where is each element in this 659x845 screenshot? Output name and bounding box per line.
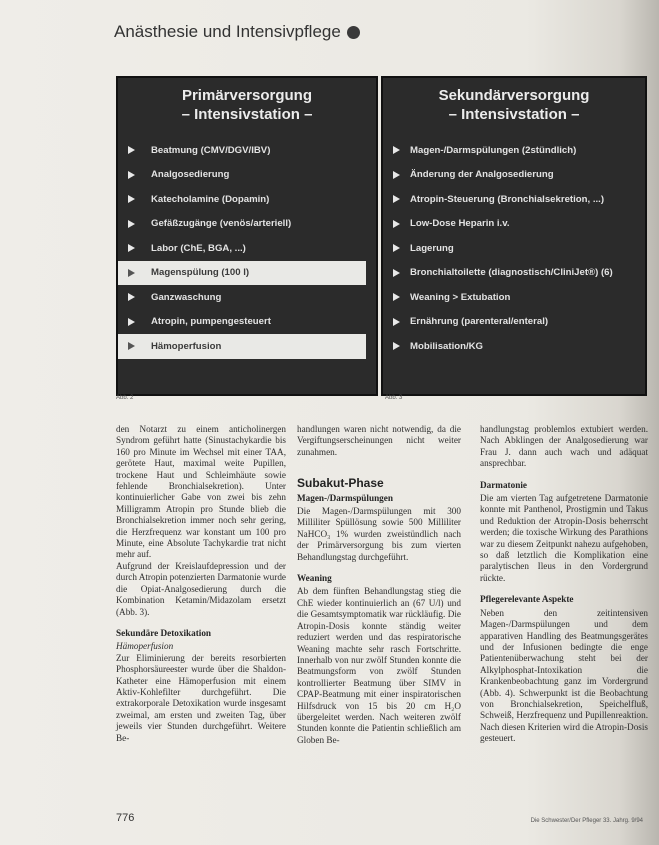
triangle-bullet-icon <box>393 244 400 252</box>
figure-title <box>118 78 376 138</box>
journal-footer: Die Schwester/Der Pfleger 33. Jahrg. 9/94 <box>530 818 643 824</box>
figure-list <box>383 138 645 359</box>
list-item: Lagerung <box>383 236 635 261</box>
list-item: Mobilisation/KG <box>383 334 635 359</box>
section-heading: Subakut-Phase <box>297 476 384 491</box>
figure-title-line2: – Intensivstation – <box>448 106 580 123</box>
text-column-2 <box>297 424 461 746</box>
triangle-bullet-icon <box>393 195 400 203</box>
triangle-bullet-icon <box>393 342 400 350</box>
figure-list <box>118 138 376 359</box>
subheading: Magen-/Darmspülungen <box>297 492 393 503</box>
paragraph: Aufgrund der Kreislaufdepression und der durch Atropin potenzierten Darmatonie wurde die Opiat-Analgosedierung durch die Kombination Ketamin/Midazolam ersetzt (Abb. 3). <box>116 560 286 617</box>
paragraph: den Notarzt zu einem anticholinergen Syndrom geführt hatte (Sinustachykardie bis 160 pro Minute im Wechsel mit einer TAA, gerötete Haut, maximal weite Pupillen, trockene Haut und Schleimhäute sowie fehlende Bronchialsekretion). Unter kontinuierlicher Gabe von zwei bis zehn Milligramm Atropin pro Stunde blieb die Bronchialsekretion immer noch sehr gering, die Herzfrequenz war konstant um 100 pro Minute, eine Absolute Tachykardie trat nicht mehr auf. <box>116 424 286 560</box>
triangle-bullet-icon <box>393 318 400 326</box>
list-item: Low-Dose Heparin i.v. <box>383 212 635 237</box>
list-item: Analgosedierung <box>118 163 366 188</box>
list-item: Magen-/Darmspülungen (2stündlich) <box>383 138 635 163</box>
bullet-dot-icon <box>347 26 360 39</box>
figure-caption: Abb. 2 <box>116 395 134 401</box>
list-item: Bronchialtoilette (diagnostisch/CliniJet®) (6) <box>383 261 635 286</box>
italic-subheading: Hämoperfusion <box>116 641 174 652</box>
figure-secondary-care <box>381 76 647 396</box>
list-item: Änderung der Analgosedierung <box>383 163 635 188</box>
list-item: Atropin-Steuerung (Bronchialsekretion, ...) <box>383 187 635 212</box>
list-item: Atropin, pumpengesteuert <box>118 310 366 335</box>
running-header <box>114 22 360 42</box>
paragraph: Zur Eliminierung der bereits resorbierten Phosphorsäureester wurde über die Shaldon-Katheter eine Hämoperfusion mit einem Aktiv-Kohlefilter durchgeführt. Die extrakorporale Detoxikation wurde insgesamt zweimal, am ersten und zweiten Tag, über jeweils vier Stunden durchgeführt. Weitere Be- <box>116 652 286 743</box>
triangle-bullet-icon <box>128 244 135 252</box>
triangle-bullet-icon <box>128 171 135 179</box>
figure-title-line2: – Intensivstation – <box>181 106 313 123</box>
figure-title <box>383 78 645 138</box>
figure-caption: Abb. 3 <box>385 395 403 401</box>
triangle-bullet-icon <box>128 195 135 203</box>
subheading: Darmatonie <box>480 479 527 490</box>
text-column-1 <box>116 424 286 744</box>
paragraph: Die am vierten Tag aufgetretene Darmatonie konnte mit Panthenol, Prostigmin und Takus und Reduktion der Atropin-Dosis beherrscht werden; die toxische Wirkung des Parathions war zu diesem Zeitpunkt nahezu aufgehoben, so daß letztlich die Komplikation eine paralytischen Ileus in den Vordergrund rückte. <box>480 493 648 583</box>
list-item-highlighted: Hämoperfusion <box>118 334 366 359</box>
list-item: Gefäßzugänge (venös/arteriell) <box>118 212 366 237</box>
paragraph: handlungstag problemlos extubiert werden. Nach Abklingen der Analgosedierung war Frau J. dann auch wach und adäquat ansprechbar. <box>480 424 648 469</box>
list-item: Weaning > Extubation <box>383 285 635 310</box>
text-column-3 <box>480 424 648 745</box>
triangle-bullet-icon <box>393 171 400 179</box>
triangle-bullet-icon <box>128 146 135 154</box>
triangle-bullet-icon <box>128 220 135 228</box>
list-item: Labor (ChE, BGA, ...) <box>118 236 366 261</box>
triangle-bullet-icon <box>393 220 400 228</box>
triangle-bullet-icon <box>128 293 135 301</box>
paragraph: Ab dem fünften Behandlungstag stieg die ChE wieder kontinuierlich an (67 U/l) und die Gesamtsymptomatik war rückläufig. Die Atropin-Dosis konnte ständig weiter reduziert werden und das respiratorische Weaning machte sehr rasch Fortschritte. Innerhalb von nur zwölf Stunden konnte die Beatmungsform von zwölf Stunden kontrollierter Beatmung über SIMV in CPAP-Beatmung mit einer inspiratorischen Hilfsdruck von 15 bis 20 cm H₂O übergeleitet werden. Nach weiteren zwölf Stunden konnte die Patientin schließlich am Globen Be- <box>297 586 461 745</box>
triangle-bullet-icon <box>128 269 135 277</box>
list-item: Beatmung (CMV/DGV/IBV) <box>118 138 366 163</box>
triangle-bullet-icon <box>128 318 135 326</box>
figure-title-line1: Primärversorgung <box>181 87 313 104</box>
list-item: Ernährung (parenteral/enteral) <box>383 310 635 335</box>
list-item: Katecholamine (Dopamin) <box>118 187 366 212</box>
paragraph: Die Magen-/Darmspülungen mit 300 Milliliter Spüllösung sowie 500 Milliliter NaHCO₃ 1% wurden zweistündlich nach der Primärversorgung bis zum vierten Behandlungstag durchgeführt. <box>297 506 461 562</box>
subheading: Pflegerelevante Aspekte <box>480 594 574 605</box>
page-number: 776 <box>116 812 135 824</box>
figure-primary-care <box>116 76 378 396</box>
triangle-bullet-icon <box>393 146 400 154</box>
list-item: Ganzwaschung <box>118 285 366 310</box>
paragraph: Neben den zeitintensiven Magen-/Darmspülungen und dem apparativen Handling des Beatmungsgerätes und der Infusionen bedingte die enge Patientenüberwachung steht bei der Alkylphosphat-Intoxikation die Krankenbeobachtung ganz im Vordergrund (Abb. 4). Schwerpunkt ist die Beobachtung von Bronchialsekretion, Speichelfluß, Schweiß, Herzfrequenz und Pupillenreaktion. Nach diesen Kriterien wird die Atropin-Dosis gesteuert. <box>480 607 648 744</box>
paragraph: handlungen waren nicht notwendig, da die Vergiftungserscheinungen nicht weiter zunahmen. <box>297 424 461 457</box>
section-title: Anästhesie und Intensivpflege <box>114 22 341 41</box>
triangle-bullet-icon <box>393 269 400 277</box>
subheading: Sekundäre Detoxikation <box>116 627 212 638</box>
figure-title-line1: Sekundärversorgung <box>438 87 590 104</box>
triangle-bullet-icon <box>128 342 135 350</box>
list-item-highlighted: Magenspülung (100 l) <box>118 261 366 286</box>
subheading: Weaning <box>297 573 332 584</box>
triangle-bullet-icon <box>393 293 400 301</box>
